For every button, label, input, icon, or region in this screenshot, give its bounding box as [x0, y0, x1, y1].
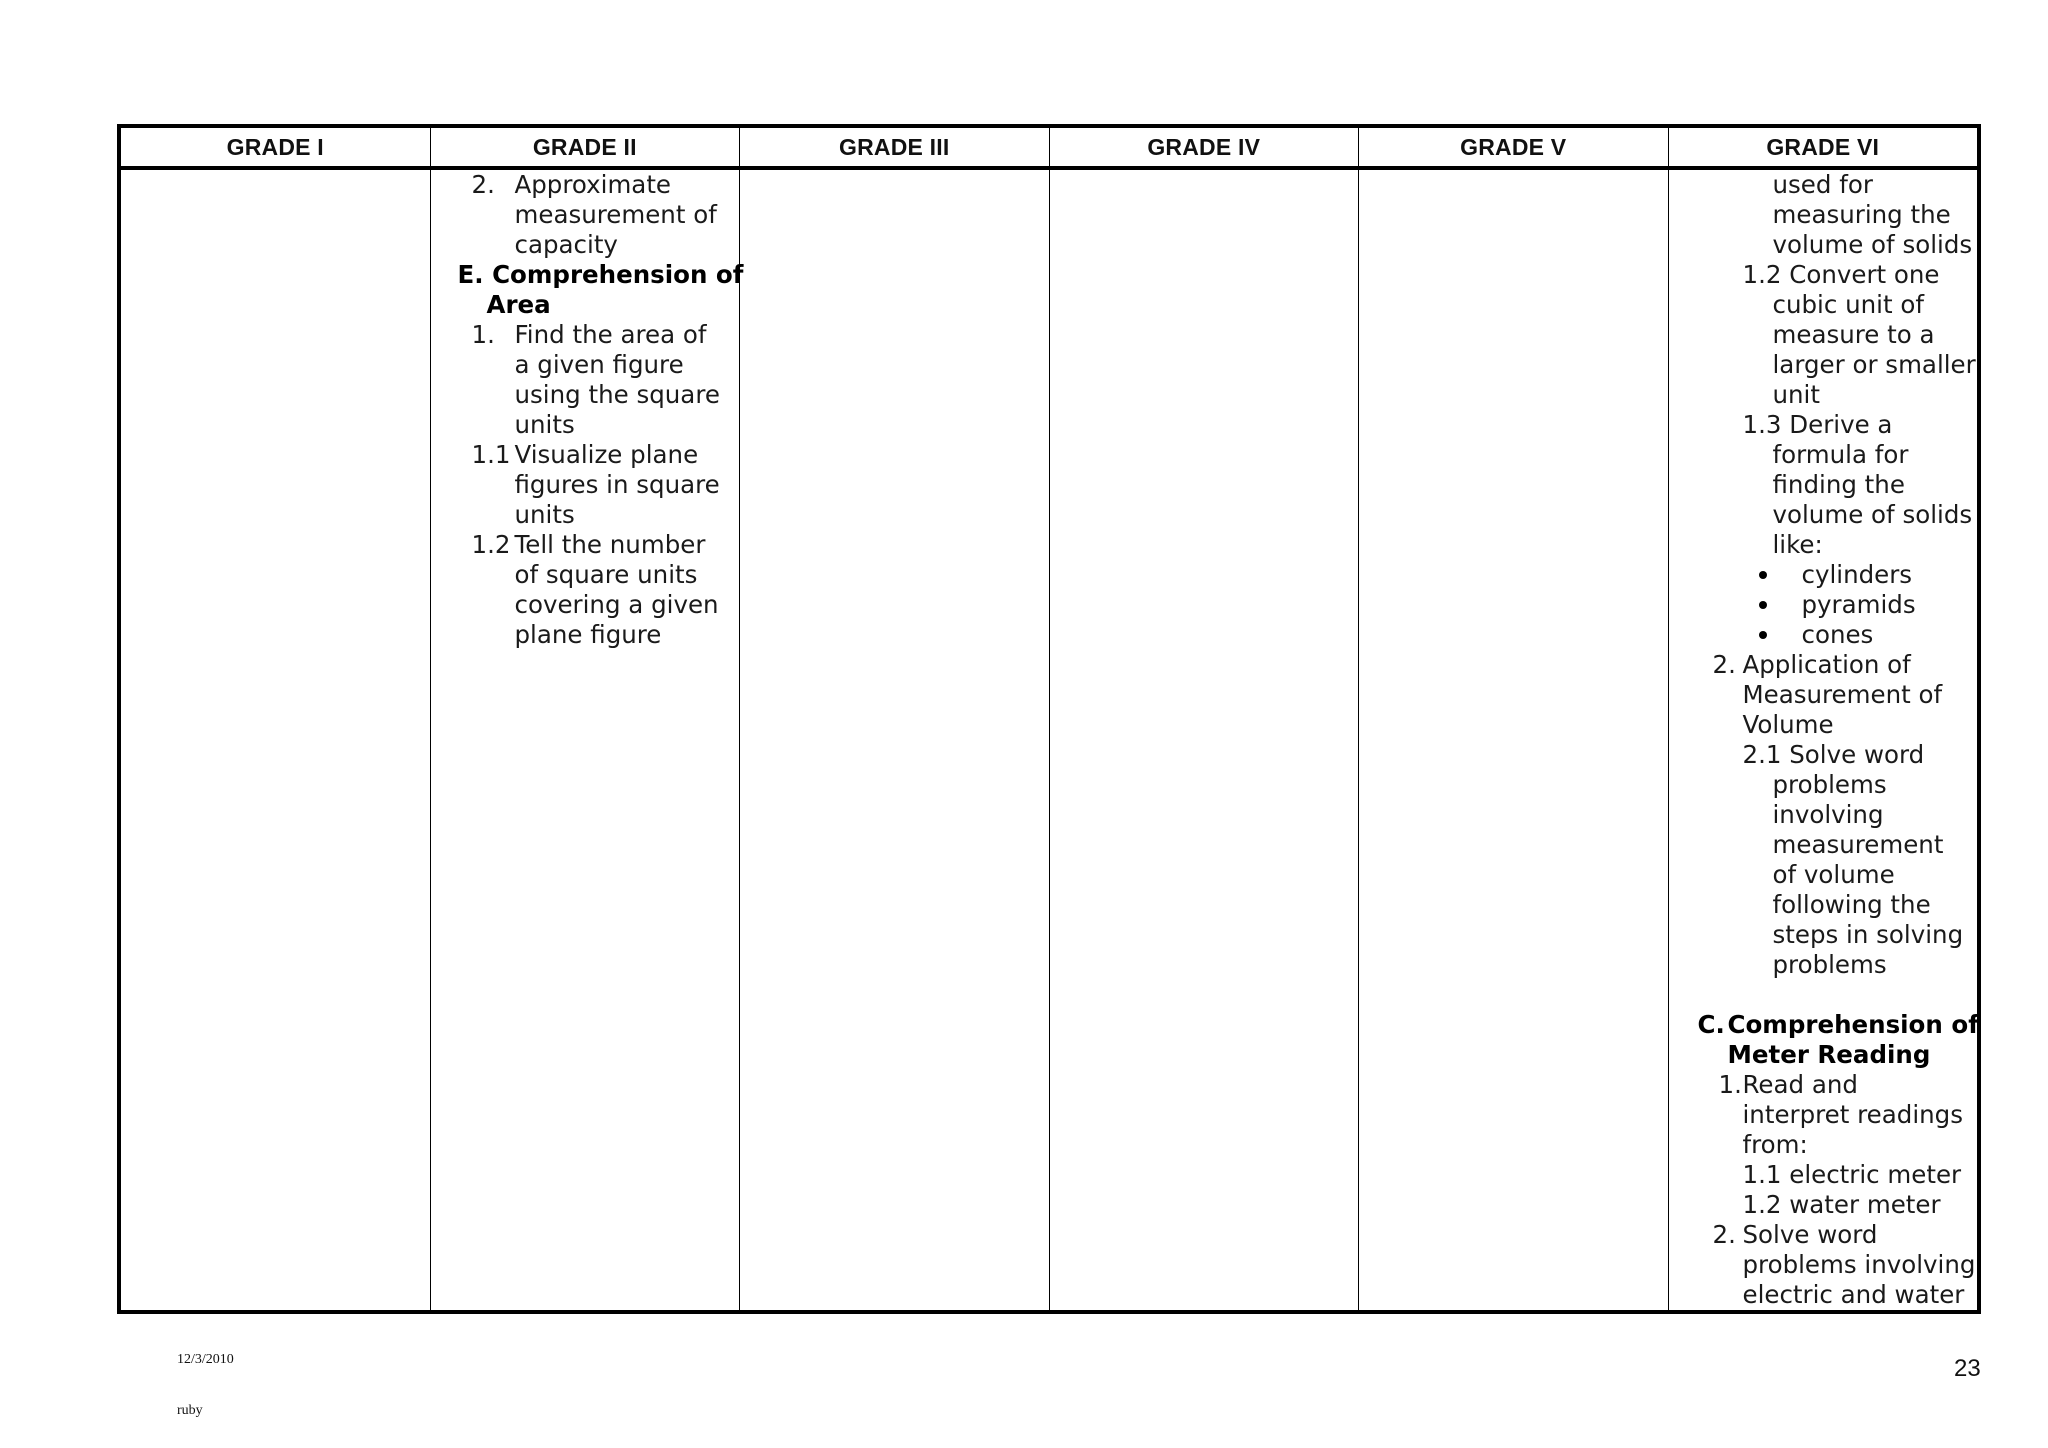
text-line: units	[514, 500, 575, 529]
text-line: measure to a	[1772, 320, 1935, 349]
text-line: cubic unit of	[1772, 290, 1924, 319]
text-line: 1.2 Convert one	[1742, 260, 1940, 289]
section-heading: E. Comprehension of	[457, 260, 744, 289]
text-line: figures in square	[514, 470, 720, 499]
section-heading: Area	[486, 290, 551, 319]
page-number: 23	[1954, 1355, 1981, 1382]
bullet-item: pyramids	[1801, 590, 1916, 619]
footer-author: ruby	[177, 1403, 203, 1418]
text-line: like:	[1772, 530, 1823, 559]
text-line: interpret readings	[1742, 1100, 1963, 1129]
header-grade-2: GRADE II	[431, 128, 741, 166]
header-grade-4: GRADE IV	[1050, 128, 1360, 166]
text-line: Application of	[1742, 650, 1911, 679]
text-line: Solve word	[1742, 1220, 1878, 1249]
bullet-item: cylinders	[1801, 560, 1913, 589]
list-number: 2.	[1712, 1220, 1736, 1249]
text-line: 2.1 Solve word	[1742, 740, 1925, 769]
list-number: 1.1	[471, 440, 511, 469]
header-grade-5: GRADE V	[1359, 128, 1669, 166]
cell-grade-2	[431, 170, 744, 1310]
text-line: Find the area of	[514, 320, 707, 349]
text-line: problems	[1772, 770, 1887, 799]
text-line: of square units	[514, 560, 698, 589]
section-heading: Meter Reading	[1727, 1040, 1931, 1069]
cell-grade-1	[121, 170, 431, 1310]
text-line: electric and water	[1742, 1280, 1965, 1309]
text-line: finding the	[1772, 470, 1905, 499]
text-line: a given figure	[514, 350, 684, 379]
text-line: Volume	[1742, 710, 1834, 739]
curriculum-table	[117, 124, 1981, 1314]
text-line: volume of solids	[1772, 500, 1973, 529]
text-line: measurement of	[514, 200, 717, 229]
text-line: Tell the number	[514, 530, 706, 559]
cell-grade-5	[1359, 170, 1669, 1310]
table-header-row	[121, 128, 1977, 170]
text-line: 1.3 Derive a	[1742, 410, 1893, 439]
cell-grade-3	[740, 170, 1050, 1310]
cell-grade-6	[1669, 170, 1978, 1310]
header-grade-3: GRADE III	[740, 128, 1050, 166]
text-line: of volume	[1772, 860, 1895, 889]
table-body-row	[121, 170, 1977, 1310]
header-grade-6: GRADE VI	[1766, 133, 1880, 160]
list-number: 1.2	[471, 530, 511, 559]
list-number: 2.	[1712, 650, 1736, 679]
text-line: measurement	[1772, 830, 1944, 859]
text-line: following the	[1772, 890, 1931, 919]
header-grade-1: GRADE I	[121, 128, 431, 166]
text-line: measuring the	[1772, 200, 1951, 229]
text-line: formula for	[1772, 440, 1909, 469]
bullet-item: cones	[1801, 620, 1874, 649]
section-letter: C.	[1697, 1010, 1725, 1039]
text-line: Read and	[1742, 1070, 1858, 1099]
bullet-icon	[1759, 571, 1767, 579]
bullet-icon	[1759, 601, 1767, 609]
text-line: problems	[1772, 950, 1887, 979]
text-line: unit	[1772, 380, 1820, 409]
text-line: units	[514, 410, 575, 439]
list-number: 1.	[1718, 1070, 1742, 1099]
cell-grade-4	[1050, 170, 1360, 1310]
text-line: volume of solids	[1772, 230, 1973, 259]
list-number: 2.	[471, 170, 495, 199]
bullet-icon	[1759, 631, 1767, 639]
text-line: 1.2 water meter	[1742, 1190, 1941, 1219]
text-line: 1.1 electric meter	[1742, 1160, 1962, 1189]
text-line: Approximate	[514, 170, 671, 199]
text-line: using the square	[514, 380, 720, 409]
text-line: steps in solving	[1772, 920, 1964, 949]
text-line: from:	[1742, 1130, 1808, 1159]
section-heading: Comprehension of	[1727, 1010, 1979, 1039]
text-line: Measurement of	[1742, 680, 1943, 709]
text-line: involving	[1772, 800, 1884, 829]
footer-date: 12/3/2010	[177, 1352, 234, 1367]
text-line: plane figure	[514, 620, 662, 649]
list-number: 1.	[471, 320, 495, 349]
text-line: used for	[1772, 170, 1873, 199]
text-line: capacity	[514, 230, 618, 259]
text-line: Visualize plane	[514, 440, 699, 469]
text-line: problems involving	[1742, 1250, 1976, 1279]
text-line: covering a given	[514, 590, 719, 619]
text-line: larger or smaller	[1772, 350, 1976, 379]
